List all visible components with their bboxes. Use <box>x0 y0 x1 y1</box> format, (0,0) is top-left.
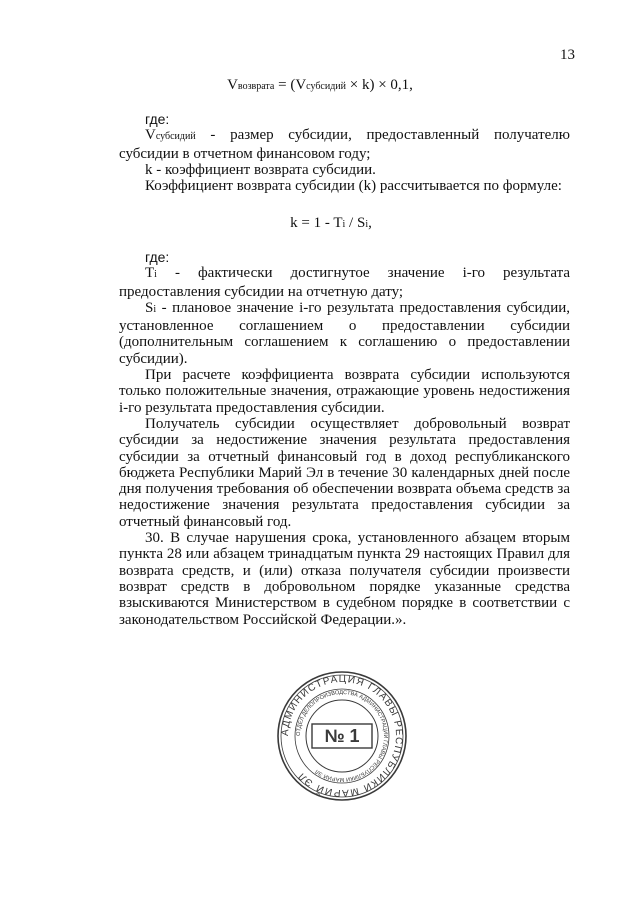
where-label-2: где: <box>145 249 170 265</box>
where-label-1: где: <box>145 111 170 127</box>
definitions-block-2 <box>119 249 570 628</box>
seal-inner-text: ОТДЕЛ ДЕЛОПРОИЗВОДСТВА АДМИНИСТРАЦИИ ГЛАВЫ РЕСПУБЛИКИ МАРИЙ ЭЛ <box>295 689 389 783</box>
formula-rhs-sub: субсидий <box>306 81 346 92</box>
paragraph-voluntary-return: Получатель субсидии осуществляет добровольный возврат субсидии за недостижение значения результата предоставления субсидии за отчетный финансовый год в доход республиканского бюджета Республики Марий Эл в течение 30 календарных дней после дня получения требования об обеспечении возврата объема средств за недостижение значения результата предоставления субсидии за отчетный финансовый год. <box>119 415 570 530</box>
definitions-block-1 <box>119 111 570 194</box>
definition-k: k - коэффициент возврата субсидии. <box>145 161 376 178</box>
formula-eq: = (V <box>274 77 307 93</box>
formula-tail: × k) × 0,1, <box>346 77 413 93</box>
paragraph-positive-values: При расчете коэффициента возврата субсидии используются только положительные значения, отражающие уровень недостижения i-го результата предоставления субсидии. <box>119 367 570 416</box>
formula-k: k = 1 - Ti / Si, <box>290 215 372 231</box>
definition-s: Si - плановое значение i-го результата предоставления субсидии, установленное соглашением о предоставлении субсидии (дополнительным соглашением к соглашению о предоставлении субсидии). <box>119 299 570 367</box>
definition-v: Vсубсидий - размер субсидии, предоставленный получателю субсидии в отчетном финансовом году; <box>119 127 570 162</box>
formula-v-return <box>0 77 640 94</box>
definition-t: Ti - фактически достигнутое значение i-го результата предоставления субсидии на отчетную дату; <box>119 265 570 300</box>
paragraph-30: 30. В случае нарушения срока, установленного абзацем вторым пункта 28 или абзацем тринадцатым пункта 29 настоящих Правил для возврата средств, и (или) отказа получателя субсидии произвести возврат средств в добровольном порядке указанные средства взыскиваются Министерством в судебном порядке в соответствии с законодательством Российской Федерации.». <box>119 530 570 628</box>
page-number: 13 <box>560 47 575 63</box>
formula-lhs-sub: возврата <box>237 81 275 92</box>
seal-number: № 1 <box>324 726 360 746</box>
seal-outer-text: АДМИНИСТРАЦИЯ ГЛАВЫ РЕСПУБЛИКИ МАРИЙ ЭЛ <box>279 673 405 799</box>
k-intro: Коэффициент возврата субсидии (k) рассчитывается по формуле: <box>145 178 562 195</box>
official-seal <box>276 670 408 802</box>
formula-lhs: V <box>227 77 238 93</box>
